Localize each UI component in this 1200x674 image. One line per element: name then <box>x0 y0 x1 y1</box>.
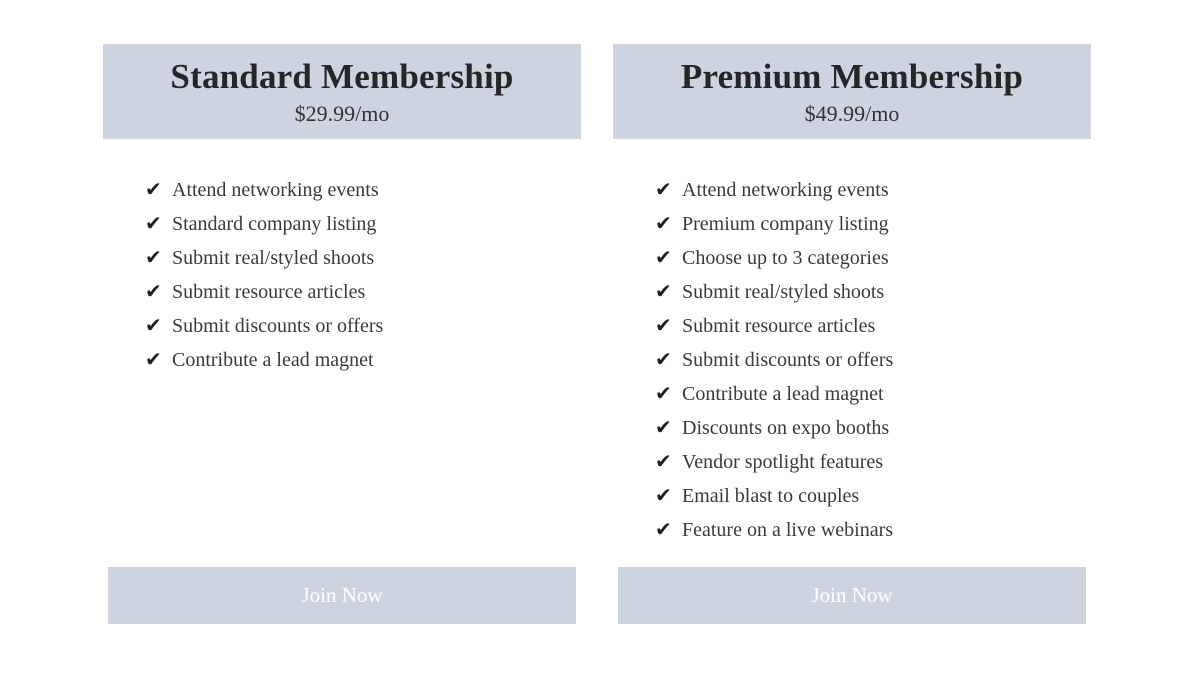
checkmark-icon: ✔ <box>655 211 672 235</box>
feature-item <box>655 242 893 276</box>
checkmark-icon: ✔ <box>655 245 672 269</box>
feature-item <box>655 446 893 480</box>
feature-label: Email blast to couples <box>682 485 860 507</box>
feature-label: Submit resource articles <box>172 281 366 303</box>
feature-item <box>145 174 383 208</box>
checkmark-icon: ✔ <box>655 347 672 371</box>
feature-label: Attend networking events <box>682 179 889 201</box>
checkmark-icon: ✔ <box>655 517 672 541</box>
feature-item <box>655 480 893 514</box>
checkmark-icon: ✔ <box>655 381 672 405</box>
feature-list <box>655 174 893 548</box>
standard-membership-card <box>103 44 581 624</box>
feature-item <box>655 412 893 446</box>
plan-header <box>103 44 581 139</box>
checkmark-icon: ✔ <box>655 177 672 201</box>
feature-item <box>145 208 383 242</box>
feature-item <box>655 344 893 378</box>
feature-item <box>655 276 893 310</box>
premium-membership-card <box>613 44 1091 624</box>
feature-label: Submit resource articles <box>682 315 876 337</box>
feature-item <box>655 514 893 548</box>
checkmark-icon: ✔ <box>145 177 162 201</box>
checkmark-icon: ✔ <box>655 279 672 303</box>
feature-label: Feature on a live webinars <box>682 519 894 541</box>
checkmark-icon: ✔ <box>145 313 162 337</box>
plan-price: $29.99/mo <box>294 101 390 126</box>
feature-label: Choose up to 3 categories <box>682 247 889 269</box>
plan-header <box>613 44 1091 139</box>
checkmark-icon: ✔ <box>145 211 162 235</box>
feature-label: Submit real/styled shoots <box>682 281 885 303</box>
feature-item <box>655 174 893 208</box>
plan-title: Standard Membership <box>170 57 514 96</box>
checkmark-icon: ✔ <box>145 279 162 303</box>
feature-label: Submit discounts or offers <box>682 349 894 371</box>
feature-item <box>655 208 893 242</box>
checkmark-icon: ✔ <box>145 245 162 269</box>
feature-label: Contribute a lead magnet <box>172 349 374 371</box>
feature-item <box>145 276 383 310</box>
feature-label: Submit real/styled shoots <box>172 247 375 269</box>
feature-label: Vendor spotlight features <box>682 451 884 473</box>
feature-label: Premium company listing <box>682 213 889 235</box>
checkmark-icon: ✔ <box>655 415 672 439</box>
plan-price: $49.99/mo <box>804 101 900 126</box>
feature-item <box>655 310 893 344</box>
feature-label: Contribute a lead magnet <box>682 383 884 405</box>
feature-list <box>145 174 383 378</box>
plan-title: Premium Membership <box>680 57 1024 96</box>
checkmark-icon: ✔ <box>145 347 162 371</box>
feature-item <box>145 344 383 378</box>
join-now-button-standard[interactable]: Join Now <box>108 567 576 624</box>
feature-label: Discounts on expo booths <box>682 417 890 439</box>
feature-label: Standard company listing <box>172 213 377 235</box>
feature-item <box>145 310 383 344</box>
checkmark-icon: ✔ <box>655 313 672 337</box>
feature-label: Attend networking events <box>172 179 379 201</box>
feature-item <box>145 242 383 276</box>
feature-label: Submit discounts or offers <box>172 315 384 337</box>
checkmark-icon: ✔ <box>655 483 672 507</box>
feature-item <box>655 378 893 412</box>
checkmark-icon: ✔ <box>655 449 672 473</box>
join-now-button-premium[interactable]: Join Now <box>618 567 1086 624</box>
